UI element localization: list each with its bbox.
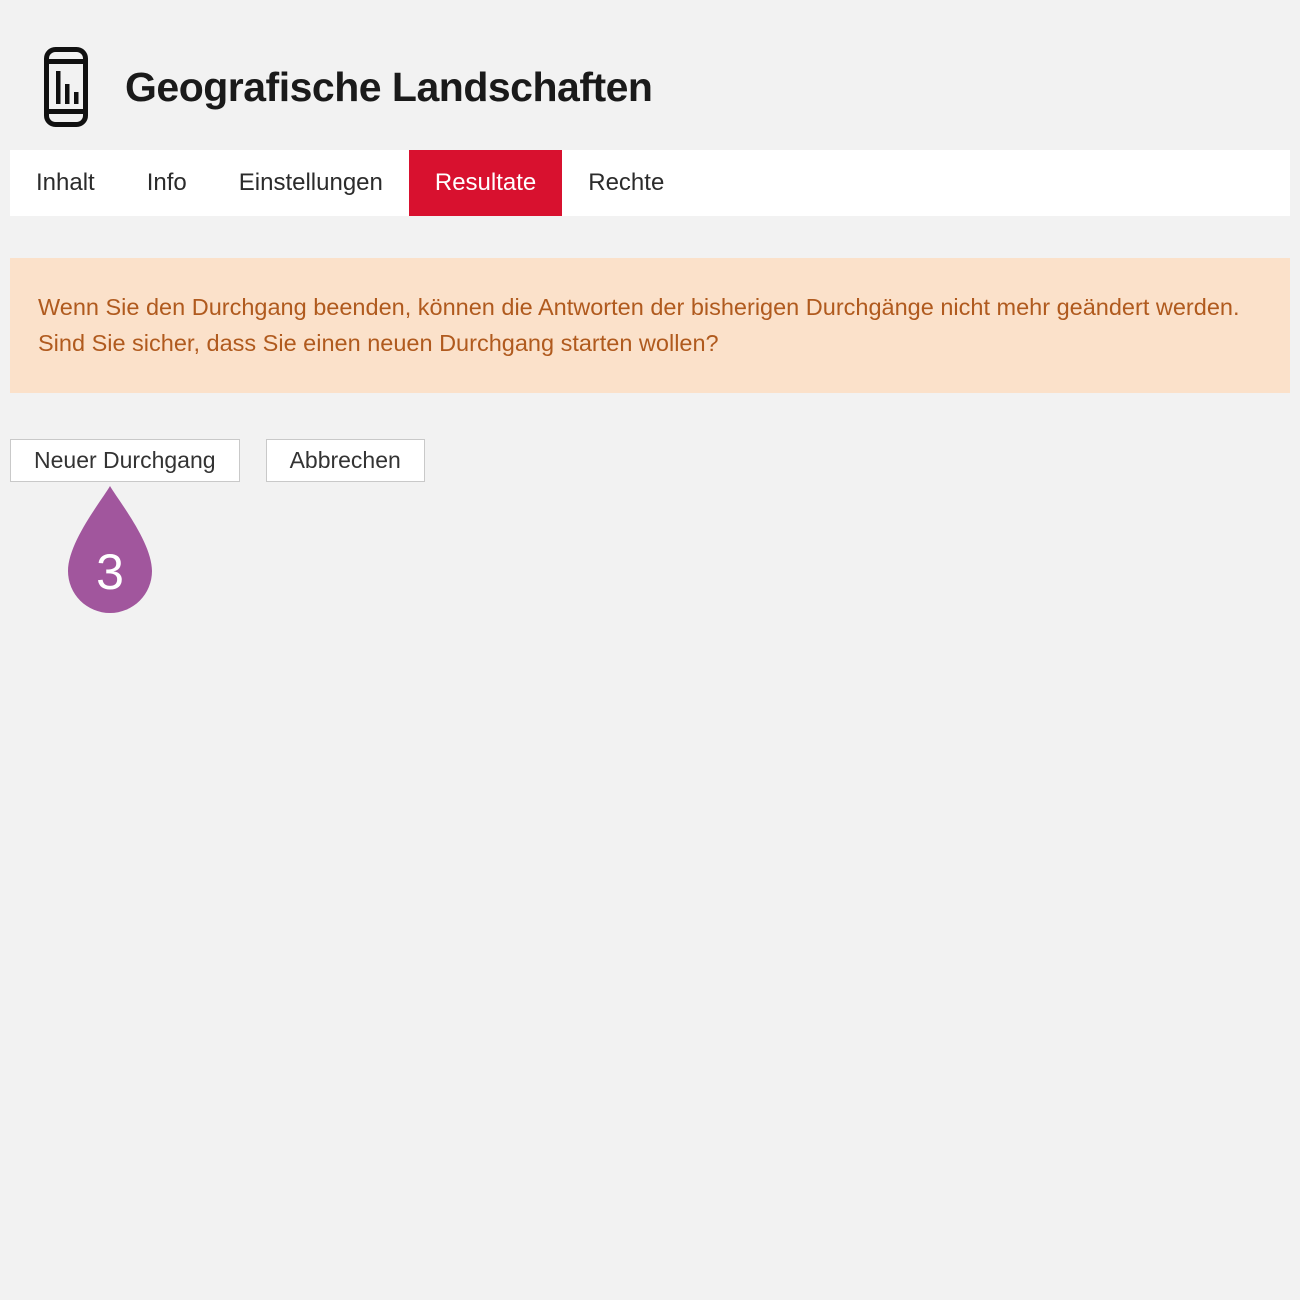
- step-number: 3: [96, 544, 124, 600]
- page-title: Geografische Landschaften: [125, 63, 653, 110]
- new-run-button[interactable]: Neuer Durchgang: [10, 439, 240, 482]
- action-button-row: [10, 439, 1290, 482]
- confirmation-warning: [10, 258, 1290, 393]
- cancel-button[interactable]: Abbrechen: [266, 439, 425, 482]
- tab-bar: [10, 150, 1290, 216]
- tab-einstellungen[interactable]: Einstellungen: [213, 150, 409, 216]
- app-header: [0, 0, 1300, 150]
- step-3-teardrop-marker: [68, 486, 152, 613]
- tab-info[interactable]: Info: [121, 150, 213, 216]
- confirmation-warning-text: Wenn Sie den Durchgang beenden, können die Antworten der bisherigen Durchgänge nicht mehr geändert werden. Sind Sie sicher, dass Sie einen neuen Durchgang starten wollen?: [38, 294, 1240, 356]
- mobile-stats-icon: [44, 47, 88, 127]
- tab-rechte[interactable]: Rechte: [562, 150, 690, 216]
- tab-resultate[interactable]: Resultate: [409, 150, 562, 216]
- tab-inhalt[interactable]: Inhalt: [10, 150, 121, 216]
